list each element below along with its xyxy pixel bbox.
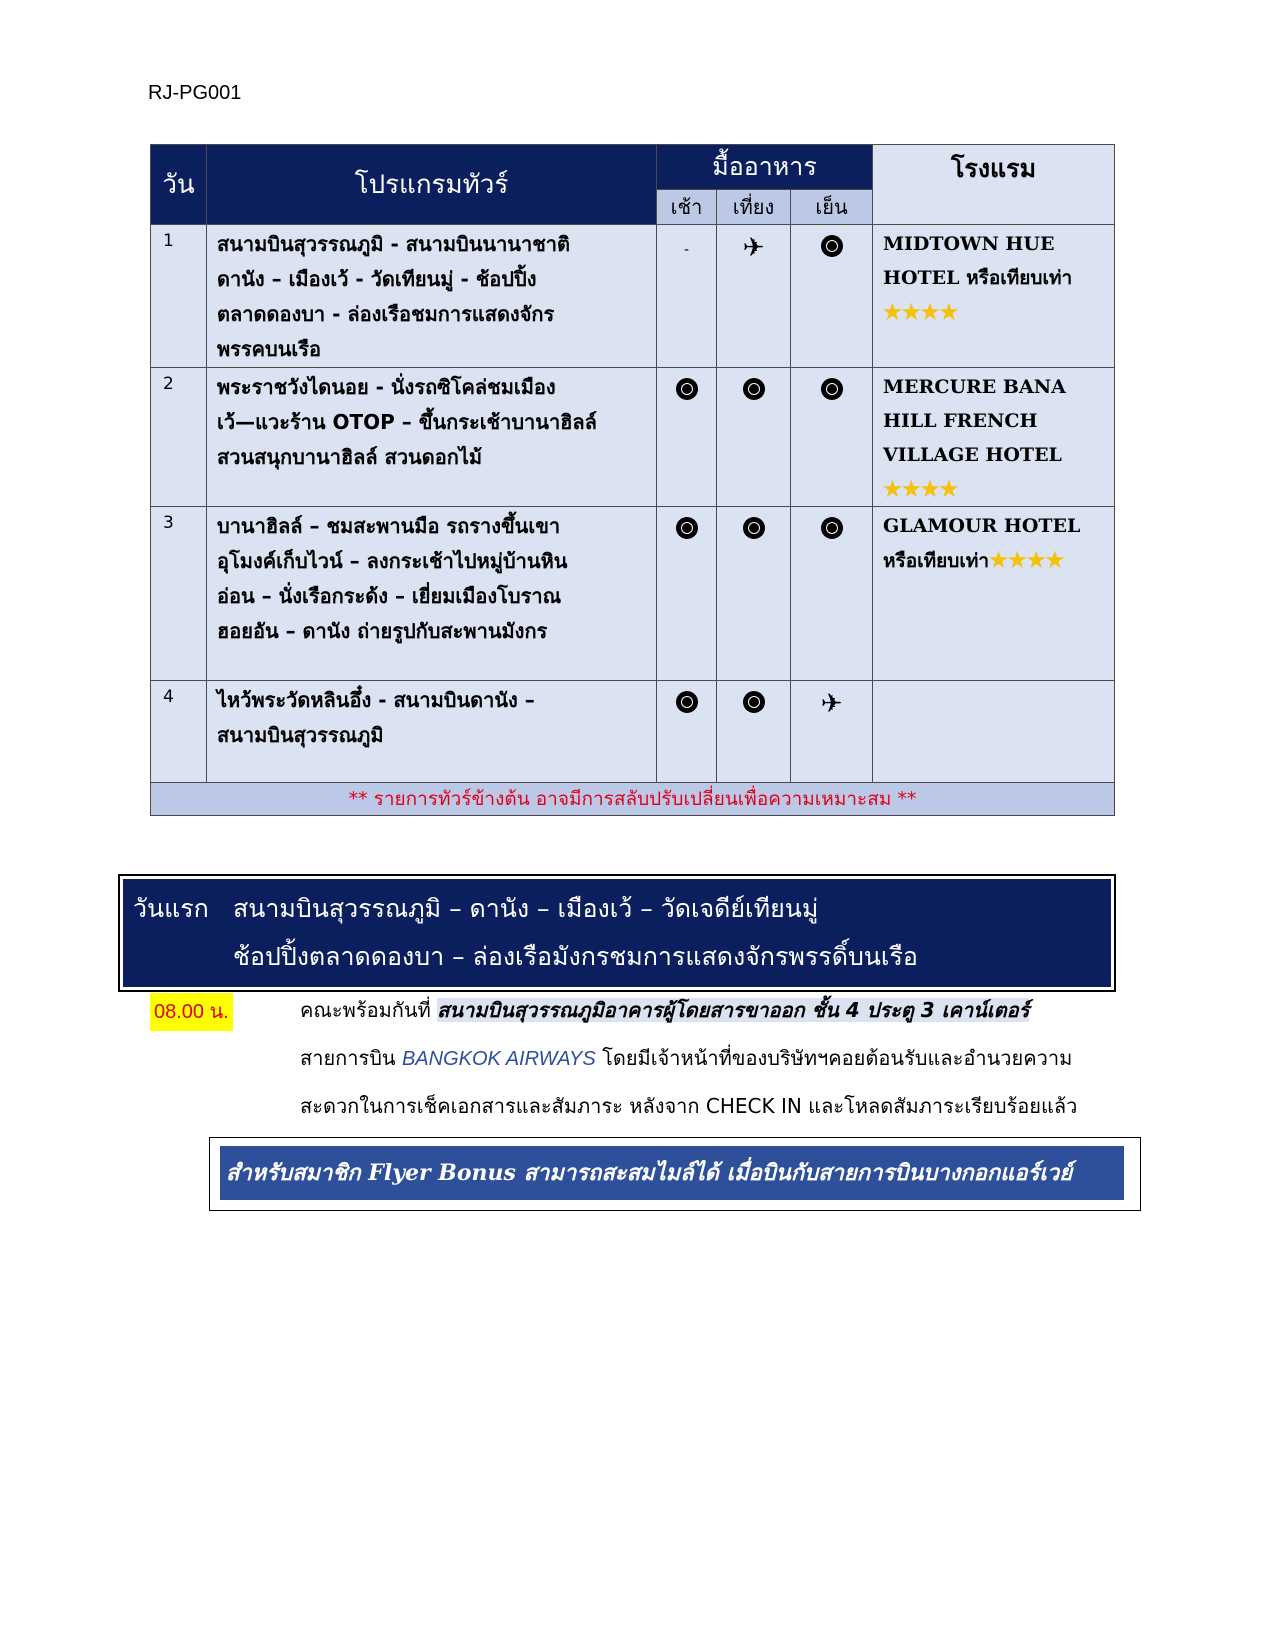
day-title-banner <box>123 879 1111 987</box>
hotel-name-line <box>883 543 1110 578</box>
meal-cell <box>717 681 791 783</box>
schedule-line-2 <box>300 1041 1072 1076</box>
day-title-box <box>118 874 1116 992</box>
day-number: 2 <box>151 368 207 507</box>
meal-cell <box>791 507 873 681</box>
day-title-line-1 <box>133 889 818 929</box>
hotel-name-line: MIDTOWN HUE <box>883 233 1055 255</box>
header-day: วัน <box>151 145 207 225</box>
meal-cell <box>657 681 717 783</box>
itinerary-table <box>150 144 1115 816</box>
itinerary-note: ** รายการทัวร์ข้างต้น อาจมีการสลับปรับเปลี่ยนเพื่อความเหมาะสม ** <box>151 783 1115 816</box>
itinerary-row <box>151 368 1115 507</box>
program-line: เว้—แวะร้าน OTOP – ขึ้นกระเช้าบานาฮิลล์ <box>217 410 597 434</box>
document-code: RJ-PG001 <box>148 82 242 104</box>
day-label: วันแรก <box>133 894 209 923</box>
meal-plate-icon <box>821 517 843 539</box>
header-lunch: เที่ยง <box>717 190 791 225</box>
airline-suffix: โดยมีเจ้าหน้าที่ของบริษัทฯคอยต้อนรับและอำนวยความ <box>595 1046 1073 1070</box>
header-program: โปรแกรมทัวร์ <box>207 145 657 225</box>
program-line: อ่อน – นั่งเรือกระด้ง – เยี่ยมเมืองโบราณ <box>217 584 562 608</box>
program-cell <box>207 368 657 507</box>
meal-cell <box>717 368 791 507</box>
header-meals: มื้ออาหาร <box>657 145 873 190</box>
meeting-text: คณะพร้อมกันที่ <box>300 998 438 1022</box>
hotel-name-line: HILL FRENCH <box>883 410 1038 432</box>
hotel-rating-stars: ★★★★ <box>883 299 959 324</box>
program-cell <box>207 681 657 783</box>
hotel-cell <box>873 681 1115 783</box>
hotel-name-line: HOTEL หรือเทียบเท่า <box>883 267 1073 289</box>
itinerary-row <box>151 507 1115 681</box>
program-cell <box>207 507 657 681</box>
program-cell <box>207 225 657 368</box>
day-number: 4 <box>151 681 207 783</box>
hotel-rating-stars: ★★★★ <box>989 547 1065 572</box>
schedule-line-3: สะดวกในการเช็คเอกสารและสัมภาระ หลังจาก CHECK IN และโหลดสัมภาระเรียบร้อยแล้ว <box>300 1094 1078 1118</box>
meal-plate-icon <box>821 378 843 400</box>
meal-cell <box>717 507 791 681</box>
meal-plate-icon <box>821 235 843 257</box>
program-line: ดานัง – เมืองเว้ - วัดเทียนมู่ - ช้อปปิ้ง <box>217 267 537 291</box>
meal-cell <box>791 225 873 368</box>
day-number: 1 <box>151 225 207 368</box>
program-line: พระราชวังไดนอย - นั่งรถซิโคล่ชมเมือง <box>217 375 556 399</box>
program-line: ฮอยอัน – ดานัง ถ่ายรูปกับสะพานมังกร <box>217 619 548 643</box>
day-number: 3 <box>151 507 207 681</box>
meal-cell <box>657 507 717 681</box>
meal-plate-icon <box>743 378 765 400</box>
meal-plate-icon <box>743 691 765 713</box>
no-meal-dash: - <box>683 242 690 258</box>
meal-cell <box>717 225 791 368</box>
day-route-1: สนามบินสุวรรณภูมิ – ดานัง – เมืองเว้ – วัดเจดีย์เทียนมู่ <box>233 894 819 923</box>
meal-cell <box>657 225 717 368</box>
program-line: สนามบินสุวรรณภูมิ <box>217 723 384 747</box>
schedule-line-1 <box>300 993 1029 1027</box>
meal-plate-icon <box>743 517 765 539</box>
airline-prefix: สายการบิน <box>300 1046 402 1070</box>
program-line: อุโมงค์เก็บไวน์ – ลงกระเช้าไปหมู่บ้านหิน <box>217 549 568 573</box>
hotel-cell <box>873 368 1115 507</box>
hotel-cell <box>873 225 1115 368</box>
airplane-icon: ✈ <box>820 689 843 719</box>
program-line: ไหว้พระวัดหลินอึ๋ง - สนามบินดานัง – <box>217 688 535 712</box>
time-0800: 08.00 น. <box>150 993 233 1031</box>
meal-cell <box>791 368 873 507</box>
header-dinner: เย็น <box>791 190 873 225</box>
day-title-line-2: ช้อปปิ้งตลาดดองบา – ล่องเรือมังกรชมการแสดงจักรพรรดิ์บนเรือ <box>233 942 918 971</box>
airline-name: BANGKOK AIRWAYS <box>401 1048 596 1070</box>
flyer-bonus-banner: สำหรับสมาชิก Flyer Bonus สามารถสะสมไมล์ได้ เมื่อบินกับสายการบินบางกอกแอร์เวย์ <box>220 1146 1124 1200</box>
hotel-name-line: GLAMOUR HOTEL <box>883 515 1081 537</box>
bonus-box <box>209 1137 1141 1211</box>
itinerary-row <box>151 681 1115 783</box>
program-line: ตลาดดองบา - ล่องเรือชมการแสดงจักร <box>217 302 555 326</box>
airplane-icon: ✈ <box>742 233 765 263</box>
hotel-rating-stars: ★★★★ <box>883 476 959 501</box>
meal-cell <box>657 368 717 507</box>
hotel-name-text: หรือเทียบเท่า <box>883 550 990 572</box>
program-line: พรรคบนเรือ <box>217 337 322 361</box>
header-breakfast: เช้า <box>657 190 717 225</box>
header-hotel: โรงแรม <box>873 145 1115 225</box>
program-line: สวนสนุกบานาฮิลล์ สวนดอกไม้ <box>217 445 483 469</box>
meal-plate-icon <box>676 517 698 539</box>
meal-cell <box>791 681 873 783</box>
meal-plate-icon <box>676 691 698 713</box>
itinerary-row <box>151 225 1115 368</box>
meeting-place: สนามบินสุวรรณภูมิอาคารผู้โดยสารขาออก ชั้น 4 ประตู 3 เคาน์เตอร์ <box>437 998 1030 1022</box>
hotel-name-line: MERCURE BANA <box>883 376 1066 398</box>
hotel-name-line: VILLAGE HOTEL <box>883 444 1062 466</box>
meal-plate-icon <box>676 378 698 400</box>
program-line: บานาฮิลล์ – ชมสะพานมือ รถรางขึ้นเขา <box>217 514 561 538</box>
hotel-cell <box>873 507 1115 681</box>
program-line: สนามบินสุวรรณภูมิ - สนามบินนานาชาติ <box>217 232 570 256</box>
